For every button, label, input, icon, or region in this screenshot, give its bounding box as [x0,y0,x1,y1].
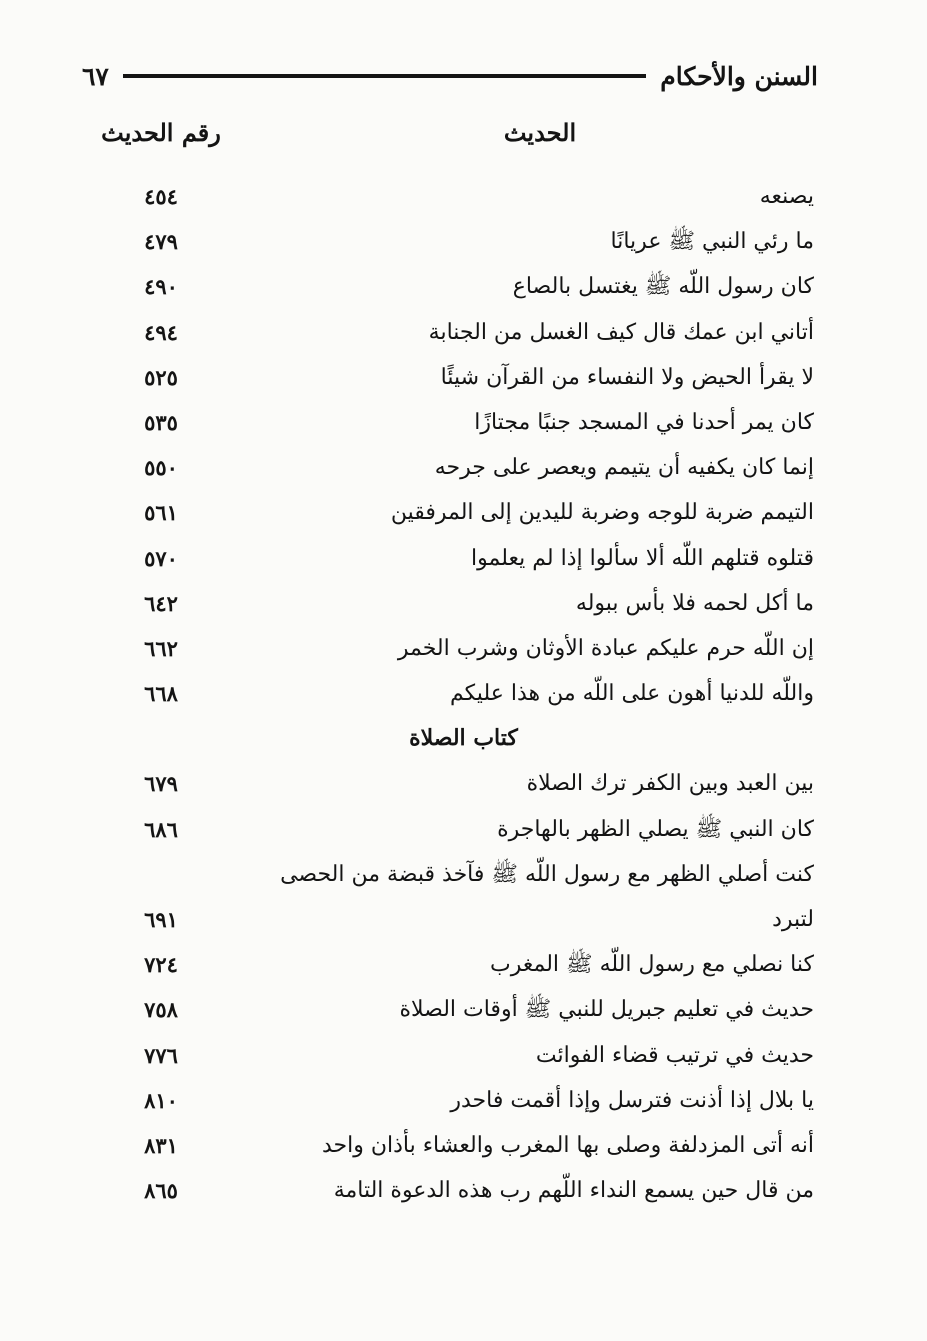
hadith-text: كنت أصلي الظهر مع رسول اللّه ﷺ فآخذ قبضة من الحصى [280,861,814,887]
hadith-number: ٧٥٨ [144,997,178,1023]
list-item [0,1078,927,1123]
list-item [0,761,927,806]
list-item [0,671,927,716]
list-item [0,987,927,1032]
section-heading-row [0,716,927,761]
hadith-text: قتلوه قتلهم اللّه ألا سألوا إذا لم يعلموا [471,545,814,571]
hadith-text: أتاني ابن عمك قال كيف الغسل من الجنابة [428,319,814,345]
hadith-text: حديث في تعليم جبريل للنبي ﷺ أوقات الصلاة [399,997,814,1023]
hadith-text: ما رئي النبي ﷺ عريانًا [610,229,814,255]
hadith-number: ٥٢٥ [144,364,178,390]
list-item [0,626,927,671]
list-item [0,942,927,987]
hadith-text: لتبرد [772,907,814,932]
book-title: السنن والأحكام [660,61,818,91]
hadith-text: حديث في ترتيب قضاء الفوائت [535,1042,814,1068]
hadith-text: كان رسول اللّه ﷺ يغتسل بالصاع [512,274,814,300]
list-item [0,400,927,445]
hadith-text: التيمم ضربة للوجه وضربة لليدين إلى المرفقين [390,500,814,526]
list-item [0,174,927,219]
hadith-number: ٧٧٦ [144,1042,178,1068]
list-item [0,1123,927,1168]
hadith-number: ٥٧٠ [144,545,178,571]
hadith-index-list [0,174,927,1213]
list-item [0,581,927,626]
list-item [0,1168,927,1213]
number-column-heading: رقم الحديث [101,118,221,147]
hadith-number: ٦٦٢ [144,635,178,661]
hadith-text: إن اللّه حرم عليكم عبادة الأوثان وشرب الخمر [397,635,814,661]
hadith-number: ٥٥٠ [144,455,178,481]
hadith-text: ما أكل لحمه فلا بأس ببوله [575,590,814,616]
hadith-number: ٤٩٠ [144,274,178,300]
column-headings [0,118,927,162]
hadith-number: ٦٧٩ [144,771,178,797]
hadith-number: ٦٤٢ [144,590,178,616]
hadith-text: إنما كان يكفيه أن يتيمم ويعصر على جرحه [434,455,814,481]
list-item [0,219,927,264]
list-item [0,897,927,942]
hadith-number: ٥٣٥ [144,409,178,435]
hadith-number: ٨١٠ [144,1087,178,1113]
hadith-text: أنه أتى المزدلفة وصلى بها المغرب والعشاء بأذان واحد [321,1132,814,1158]
hadith-text: من قال حين يسمع النداء اللّهم رب هذه الدعوة التامة [333,1178,814,1204]
hadith-text: كنا نصلي مع رسول اللّه ﷺ المغرب [490,952,814,978]
hadith-number: ٦٦٨ [144,681,178,707]
list-item [0,852,927,897]
section-heading: كتاب الصلاة [409,725,518,752]
hadith-text: واللّه للدنيا أهون على اللّه من هذا عليكم [450,681,814,707]
list-item [0,490,927,535]
hadith-text: بين العبد وبين الكفر ترك الصلاة [526,771,814,797]
list-item [0,536,927,581]
hadith-number: ٤٥٤ [144,184,178,209]
list-item [0,310,927,355]
hadith-text: يصنعه [759,184,814,209]
list-item [0,264,927,309]
list-item [0,355,927,400]
hadith-number: ٨٣١ [144,1132,178,1158]
hadith-number: ٥٦١ [144,500,178,526]
hadith-text: يا بلال إذا أذنت فترسل وإذا أقمت فاحدر [450,1087,814,1113]
hadith-number: ٨٦٥ [144,1178,178,1204]
page-number: ٦٧ [82,61,109,91]
hadith-text: لا يقرأ الحيض ولا النفساء من القرآن شيئًا [440,364,814,390]
hadith-number: ٦٨٦ [144,816,178,842]
hadith-text: كان النبي ﷺ يصلي الظهر بالهاجرة [497,816,814,842]
header-rule [123,74,646,78]
list-item [0,445,927,490]
list-item [0,1033,927,1078]
hadith-number: ٦٩١ [144,907,178,932]
hadith-number: ٧٢٤ [144,952,178,978]
list-item [0,807,927,852]
hadith-column-heading: الحديث [503,118,577,147]
hadith-text: كان يمر أحدنا في المسجد جنبًا مجتازًا [474,409,814,435]
running-header [82,56,818,96]
hadith-number: ٤٩٤ [144,319,178,345]
hadith-number: ٤٧٩ [144,229,178,255]
